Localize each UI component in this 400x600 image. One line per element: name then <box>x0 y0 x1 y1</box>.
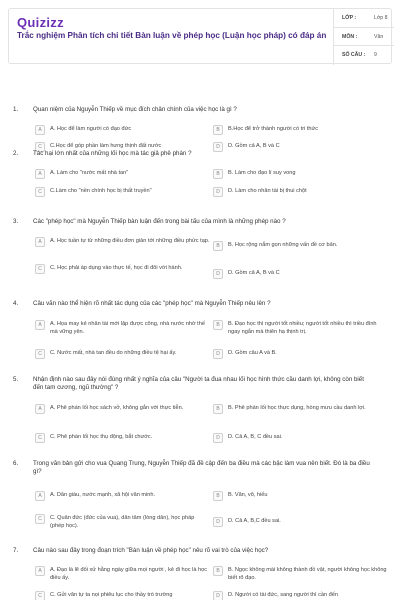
option-letter-badge: B <box>213 404 223 414</box>
option-letter-badge: B <box>213 566 223 576</box>
option-text: B. Phê phán lối học thực dụng, hòng mưu cầu danh lợi. <box>228 405 366 411</box>
question-text: Câu văn nào thể hiện rõ nhất tác dụng của các "phép học" mà Nguyễn Thiếp nêu lên ? <box>33 300 271 307</box>
option-text: B.Học để trở thành người có tri thức <box>228 126 319 132</box>
option-text: C.Làm cho "nền chính học bị thất truyền" <box>50 188 152 194</box>
option-letter-badge: A <box>35 125 45 135</box>
option-text: B. Học rộng nắm gọn những vấn đề cơ bản. <box>228 242 338 248</box>
option-letter-badge: B <box>213 125 223 135</box>
option-text: C. Gửi văn tự ta nọi phiêu lục cho thầy trò trường <box>50 592 173 598</box>
option-letter-badge: D <box>213 517 223 527</box>
option-text: C. Phê phán lối học thụ động, bắt chước. <box>50 434 153 440</box>
meta-value: Văn <box>374 34 384 40</box>
option-letter-badge: C <box>35 187 45 197</box>
question-number: 5. <box>13 376 19 383</box>
option-text: D. Cả A, B,C đều sai. <box>228 518 281 524</box>
option-letter-badge: C <box>35 264 45 274</box>
option-letter-badge: C <box>35 433 45 443</box>
option-text: A. Họa may kẻ nhân tài mới lập được công, nhà nước nhờ thế mà vững yên. <box>50 321 205 335</box>
option-text: B. Làm cho đạo lí suy vong <box>228 170 296 176</box>
option-letter-badge: D <box>213 269 223 279</box>
option-letter-badge: B <box>213 491 223 501</box>
option-text: A. Học để làm người có đạo đức <box>50 126 132 132</box>
meta-row-subject <box>334 27 394 45</box>
option-letter-badge: D <box>213 142 223 152</box>
quizizz-logo: Quizizz <box>17 15 64 30</box>
meta-value: Lớp 8 <box>374 15 388 21</box>
option-letter-badge: D <box>213 187 223 197</box>
option-letter-badge: A <box>35 169 45 179</box>
option-letter-badge: C <box>35 514 45 524</box>
meta-value: 9 <box>374 52 377 58</box>
question-number: 2. <box>13 150 19 157</box>
meta-row-grade <box>334 9 394 27</box>
question-number: 6. <box>13 460 19 467</box>
option-letter-badge: B <box>213 169 223 179</box>
option-text: A. Dân giàu, nước mạnh, xã hội văn minh. <box>50 492 156 498</box>
question-text: Trong văn bản gửi cho vua Quang Trung, Nguyễn Thiếp đã đề cập đến ba điều mà các bậc làm vua nên biết. Đó là ba điều gì? <box>33 460 370 476</box>
option-letter-badge: C <box>35 349 45 359</box>
option-text: A. Học tuần tự từ những điều đơn giản tới những điều phức tạp. <box>50 238 210 244</box>
option-text: B. Đạo học thì người tốt nhiều; người tốt nhiều thì triều đình ngay ngắn mà thiên hạ thịnh trị. <box>228 321 377 335</box>
option-letter-badge: D <box>213 591 223 600</box>
option-letter-badge: C <box>35 591 45 600</box>
option-text: D. Làm cho nhân tài bị thui chột <box>228 188 307 194</box>
option-letter-badge: B <box>213 241 223 251</box>
option-text: C. Quân đức (đức của vua), dân tâm (lòng dân), học pháp (phép học). <box>50 515 195 529</box>
option-text: D. Gồm cả A, B và C <box>228 270 280 276</box>
meta-label: LỚP : <box>342 15 357 21</box>
option-letter-badge: D <box>213 433 223 443</box>
meta-label: MÔN : <box>342 34 358 40</box>
question-number: 3. <box>13 218 19 225</box>
option-text: C. Nước mất, nhà tan đều do những điều tệ hại ấy. <box>50 350 177 356</box>
option-letter-badge: C <box>35 142 45 152</box>
option-letter-badge: A <box>35 320 45 330</box>
option-letter-badge: A <box>35 404 45 414</box>
question-text: Các "phép học" mà Nguyễn Thiếp bàn luận đến trong bài tấu của mình là những phép nào ? <box>33 218 286 225</box>
question-text: Câu nào sau đây trong đoạn trích "Bàn luận về phép học" nêu rõ vai trò của việc học? <box>33 547 269 554</box>
question-number: 4. <box>13 300 19 307</box>
meta-label: SỐ CÂU : <box>342 52 366 58</box>
question-number: 1. <box>13 106 19 113</box>
option-text: C. Học phải áp dụng vào thực tế, học đi đôi với hành. <box>50 265 183 271</box>
option-letter-badge: A <box>35 491 45 501</box>
option-letter-badge: D <box>213 349 223 359</box>
option-letter-badge: B <box>213 320 223 330</box>
meta-row-question-count <box>334 45 394 63</box>
option-text: A. Làm cho "nước mất nhà tan" <box>50 170 129 176</box>
question-number: 7. <box>13 547 19 554</box>
option-text: B. Ngọc không mài không thành đồ vật, người không học không biết rõ đạo. <box>228 567 387 581</box>
option-text: A. Đạo là lẽ đối xử hằng ngày giữa mọi người , kẻ đi học là học điều ấy. <box>50 567 208 581</box>
question-text: Nhận định nào sau đây nói đúng nhất ý nghĩa của câu "Người ta đua nhau lối học hình thức cầu danh lợi, không còn biết đến tam cương, ngũ thường" ? <box>33 376 364 392</box>
worksheet-header <box>8 8 392 64</box>
question-text: Tác hại lớn nhất của những lối học mà tác giả phê phán ? <box>33 150 192 157</box>
worksheet-title: Trắc nghiệm Phân tích chi tiết Bàn luận về phép học (Luận học pháp) có đáp án <box>17 31 327 40</box>
option-text: D. Gồm câu A và B. <box>228 350 277 356</box>
option-letter-badge: A <box>35 237 45 247</box>
option-text: B. Văn, võ, hiếu <box>228 492 268 498</box>
option-text: C.Học để góp phần làm hưng thịnh đất nước <box>50 143 162 149</box>
option-letter-badge: A <box>35 566 45 576</box>
worksheet-meta <box>333 9 393 65</box>
option-text: A. Phê phán lối học sách vở, không gắn với thực tiễn. <box>50 405 184 411</box>
option-text: D. Cả A, B, C đều sai. <box>228 434 283 440</box>
option-text: D. Gồm cả A, B và C <box>228 143 280 149</box>
question-text: Quan niệm của Nguyễn Thiếp về mục đích chân chính của việc học là gì ? <box>33 106 237 113</box>
option-text: D. Người có tài đức, sang người thì cần đến <box>228 592 338 598</box>
